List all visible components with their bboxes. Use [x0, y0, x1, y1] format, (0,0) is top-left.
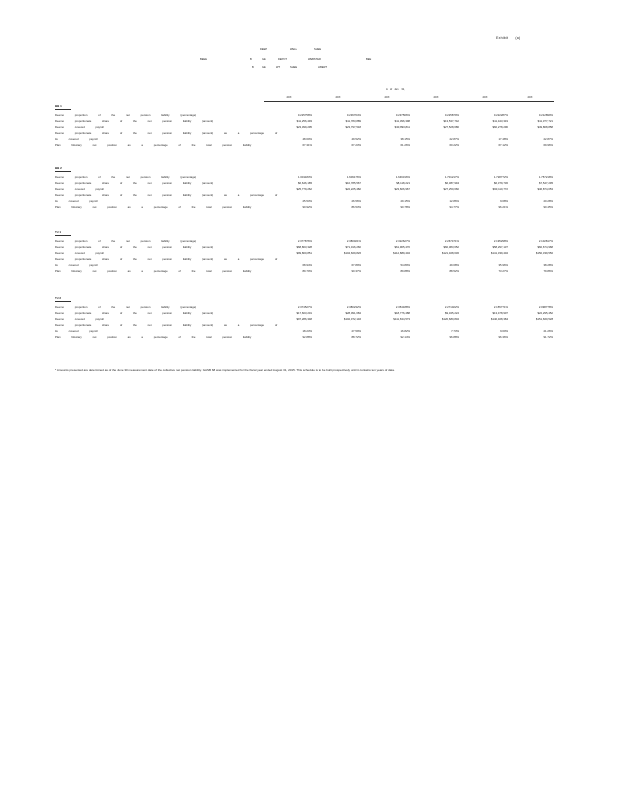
title-word: LIBERT: [318, 66, 328, 69]
table-cell: $22,225,482: [345, 187, 361, 191]
table-cell: $60,674,968: [537, 245, 553, 249]
table-cell: 90.37%: [351, 269, 361, 273]
table-cell: $151,660,528: [535, 317, 553, 321]
row-label: Plan fiduciary net position as a percentage of the total pension liability: [55, 269, 252, 273]
row-label: Deemo covered payroll: [55, 187, 104, 191]
title-word: B: [252, 66, 254, 69]
table-cell: $121,408,630: [441, 251, 459, 255]
table-cell: 22.87%: [543, 137, 553, 141]
table-cell: $9,325,222: [445, 311, 459, 315]
title-word: SHEE: [290, 66, 298, 69]
table-cell: 96.21%: [498, 205, 508, 209]
table-cell: $49,868,858: [537, 125, 553, 129]
section-underline: [55, 301, 71, 302]
section-label: BB 2: [55, 166, 62, 170]
table-cell: 2.098778%: [538, 305, 553, 309]
section-label: BB 1: [55, 104, 62, 108]
title-word: WEBSTER: [308, 58, 321, 61]
section-label: TJ 1: [55, 230, 62, 234]
table-cell: $60,110,772: [492, 187, 508, 191]
table-cell: 67.89%: [351, 263, 361, 267]
table-cell: $18,776,488: [394, 311, 410, 315]
section-underline: [55, 171, 71, 172]
table-cell: $13,478,907: [492, 311, 508, 315]
row-label: Deemo proportion of the net pension liability (percentage): [55, 113, 197, 117]
table-cell: 0.225758%: [297, 113, 312, 117]
table-cell: $11,377,721: [537, 119, 553, 123]
table-cell: $141,339,402: [490, 251, 508, 255]
table-cell: $46,874,053: [537, 187, 553, 191]
row-label: Deemo proportionate share of the net pension liability (amount): [55, 311, 214, 315]
table-cell: 88.72%: [351, 335, 361, 339]
table-cell: 79.86%: [543, 269, 553, 273]
table-cell: $61,965,470: [394, 245, 410, 249]
table-cell: 0.237566%: [395, 113, 410, 117]
title-word: DEPOT: [278, 58, 287, 61]
table-cell: $30,890,811: [394, 125, 410, 129]
row-label: Deemo proportion of the net pension liability (percentage): [55, 175, 197, 179]
table-cell: 25.53%: [302, 199, 312, 203]
table-cell: 73.27%: [498, 269, 508, 273]
section-label: TJ 2: [55, 296, 62, 300]
table-cell: 2.374527%: [297, 305, 312, 309]
row-label: its covered payroll: [55, 199, 98, 203]
table-cell: $28,091,684: [345, 311, 361, 315]
title-word: GE: [262, 58, 266, 61]
table-cell: 1.609176%: [346, 175, 361, 179]
table-cell: $58,297,137: [492, 245, 508, 249]
title-word: B: [250, 58, 252, 61]
row-label: Deemo covered payroll: [55, 317, 104, 321]
table-cell: 16.82%: [400, 329, 410, 333]
table-cell: $23,606,967: [394, 187, 410, 191]
table-cell: 0.212899%: [538, 113, 553, 117]
table-cell: 2.102817%: [538, 239, 553, 243]
title-word: WELL: [290, 48, 298, 51]
title-word: WT: [276, 66, 281, 69]
table-cell: 1.757218%: [538, 175, 553, 179]
table-cell: 9.60%: [500, 329, 508, 333]
row-label: Plan fiduciary net position as a percentage of the total pension liability: [55, 335, 252, 339]
as-of-word: Jan: [394, 88, 399, 91]
footnote: * Amounts presented are determined as of the June 30 measurement date of the collective net pension liability. GASB 68 was implemented for the fiscal year ended August 31, 2015. This schedule is to be built prospectively until it contains ten years of data.: [55, 368, 395, 372]
as-of-word: of: [389, 88, 393, 91]
column-header: 20X: [527, 95, 533, 99]
table-cell: $6,387,994: [445, 181, 459, 185]
table-cell: 67.23%: [351, 143, 361, 147]
table-cell: $140,408,384: [490, 317, 508, 321]
column-header: 20X: [335, 95, 341, 99]
table-cell: 2.380021%: [346, 239, 361, 243]
table-cell: 0.236764%: [346, 113, 361, 117]
table-cell: 2.155771%: [493, 305, 508, 309]
table-cell: $102,072,146: [343, 317, 361, 321]
table-cell: $13,537,742: [443, 119, 459, 123]
table-cell: 48.60%: [302, 137, 312, 141]
column-header: 20X: [433, 95, 439, 99]
table-cell: $17,603,201: [296, 311, 312, 315]
table-cell: 88.52%: [449, 269, 459, 273]
row-label: Deemo covered payroll: [55, 125, 104, 129]
table-cell: 90.45%: [543, 205, 553, 209]
table-cell: $111,634,573: [393, 317, 410, 321]
table-cell: $23,399,295: [296, 125, 312, 129]
table-cell: $23,797,518: [345, 125, 361, 129]
title-word: DEEP: [260, 48, 268, 51]
table-cell: 2.354188%: [395, 305, 410, 309]
table-cell: $104,609,826: [343, 251, 361, 255]
table-cell: 20.28%: [543, 199, 553, 203]
table-cell: $97,286,348: [296, 317, 312, 321]
table-cell: $68,803,328: [296, 245, 312, 249]
table-cell: $7,527,295: [539, 181, 553, 185]
row-label: its covered payroll: [55, 137, 98, 141]
row-label: Plan fiduciary net position as a percentage of the total pension liability: [55, 143, 252, 147]
table-cell: 86.53%: [351, 205, 361, 209]
table-cell: 35.96%: [498, 263, 508, 267]
table-cell: 2.271022%: [444, 305, 459, 309]
table-cell: 2.380232%: [346, 305, 361, 309]
header-rule: [264, 101, 554, 102]
table-cell: 67.12%: [498, 143, 508, 147]
table-cell: $22,295,452: [537, 311, 553, 315]
table-cell: $11,443,319: [492, 119, 508, 123]
table-cell: 54.89%: [400, 263, 410, 267]
table-cell: $6,626,185: [298, 181, 312, 185]
table-cell: 67.31%: [302, 143, 312, 147]
title-word: BEEE: [200, 58, 207, 61]
table-cell: 18.23%: [302, 329, 312, 333]
table-cell: 9.68%: [500, 199, 508, 203]
title-word: SHEE: [314, 48, 322, 51]
table-cell: 1.728772%: [493, 175, 508, 179]
table-cell: 38.28%: [543, 263, 553, 267]
table-cell: $8,118,221: [396, 181, 410, 185]
section-underline: [55, 235, 71, 236]
as-of-word: A: [386, 88, 388, 91]
column-header: 20X: [482, 95, 488, 99]
exhibit-page: (a): [515, 36, 521, 40]
table-cell: $11,783,889: [345, 119, 361, 123]
table-cell: 92.88%: [302, 335, 312, 339]
table-cell: $6,379,730: [494, 181, 508, 185]
table-cell: 29.15%: [400, 199, 410, 203]
column-header: 20X: [286, 95, 292, 99]
table-cell: $120,680,802: [441, 317, 459, 321]
table-cell: $71,016,260: [345, 245, 361, 249]
table-cell: 89.70%: [302, 269, 312, 273]
table-cell: 38.15%: [400, 137, 410, 141]
column-header: 20X: [384, 95, 390, 99]
as-of-word: 31,: [401, 88, 405, 91]
table-cell: $11,256,493: [296, 119, 312, 123]
table-cell: 90.92%: [302, 205, 312, 209]
table-cell: 90.78%: [400, 205, 410, 209]
exhibit-title: Exhibit: [496, 36, 509, 40]
exhibit-label: [496, 36, 520, 40]
table-cell: $27,250,660: [443, 187, 459, 191]
table-cell: 69.96%: [543, 143, 553, 147]
table-cell: 22.87%: [449, 137, 459, 141]
row-label: its covered payroll: [55, 329, 98, 333]
table-cell: $11,396,398: [394, 119, 410, 123]
table-cell: 26.56%: [351, 199, 361, 203]
row-label: Deemo proportionate share of the net pension liability (amount) as a percentage of: [55, 323, 278, 327]
table-cell: 1.601183%: [298, 175, 312, 179]
table-cell: $25,779,262: [296, 187, 312, 191]
row-label: Deemo proportionate share of the net pension liability (amount) as a percentage of: [55, 131, 278, 135]
table-cell: $27,528,686: [443, 125, 459, 129]
row-label: Deemo proportionate share of the net pension liability (amount): [55, 245, 214, 249]
table-cell: 49.52%: [351, 137, 361, 141]
table-cell: 12.86%: [449, 199, 459, 203]
row-label: Deemo proportionate share of the net pension liability (amount) as a percentage of: [55, 257, 278, 261]
table-cell: $60,383,652: [443, 245, 459, 249]
row-label: Deemo proportion of the net pension liability (percentage): [55, 305, 197, 309]
table-cell: 21.26%: [543, 329, 553, 333]
table-cell: 17.48%: [498, 137, 508, 141]
row-label: Deemo covered payroll: [55, 251, 104, 255]
table-cell: $60,278,296: [492, 125, 508, 129]
table-cell: 27.59%: [351, 329, 361, 333]
table-cell: 68.94%: [302, 263, 312, 267]
title-word: GE: [262, 66, 266, 69]
table-cell: 61.26%: [400, 143, 410, 147]
table-cell: 1.701217%: [444, 175, 459, 179]
table-cell: $112,889,402: [393, 251, 410, 255]
table-cell: 2.322627%: [395, 239, 410, 243]
row-label: Deemo proportion of the net pension liability (percentage): [55, 239, 197, 243]
table-cell: $150,339,550: [535, 251, 553, 255]
table-cell: 89.88%: [400, 269, 410, 273]
row-label: Deemo proportionate share of the net pension liability (amount): [55, 181, 214, 185]
table-cell: 94.77%: [449, 205, 459, 209]
table-cell: 2.377876%: [297, 239, 312, 243]
table-cell: 1.646316%: [395, 175, 410, 179]
table-cell: 49.68%: [449, 263, 459, 267]
row-label: Plan fiduciary net position as a percentage of the total pension liability: [55, 205, 252, 209]
as-of-date: [386, 88, 405, 91]
row-label: its covered payroll: [55, 263, 98, 267]
table-cell: 0.222287%: [493, 113, 508, 117]
table-cell: 2.195298%: [493, 239, 508, 243]
table-cell: 7.73%: [451, 329, 459, 333]
table-cell: $10,785,567: [345, 181, 361, 185]
table-cell: 96.88%: [449, 335, 459, 339]
table-cell: 0.225879%: [444, 113, 459, 117]
table-cell: 91.72%: [543, 335, 553, 339]
table-cell: $99,800,851: [296, 251, 312, 255]
table-cell: 60.22%: [449, 143, 459, 147]
row-label: Deemo proportionate share of the net pension liability (amount): [55, 119, 214, 123]
title-word: BEE: [366, 58, 372, 61]
table-cell: 96.36%: [498, 335, 508, 339]
section-underline: [55, 109, 71, 110]
table-cell: 92.14%: [400, 335, 410, 339]
table-cell: 2.267471%: [444, 239, 459, 243]
row-label: Deemo proportionate share of the net pension liability (amount) as a percentage of: [55, 193, 278, 197]
